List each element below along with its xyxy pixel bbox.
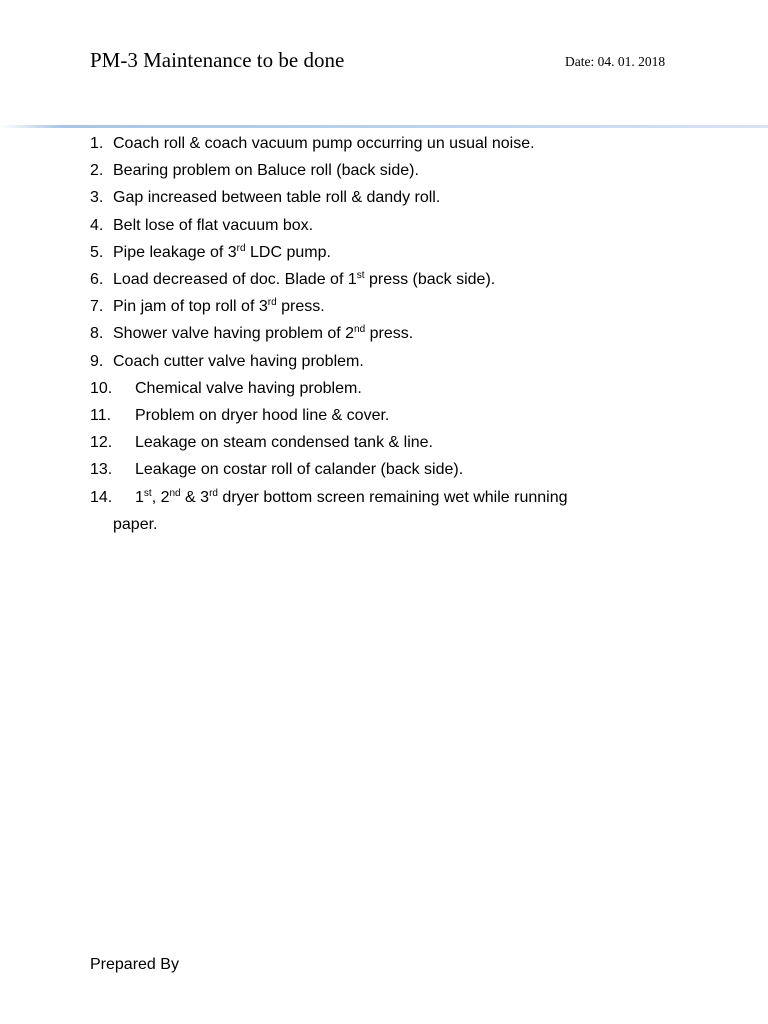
ordinal-suffix: rd	[236, 242, 246, 254]
task-text-part: Leakage on costar roll of calander (back side).	[135, 461, 464, 479]
task-text	[113, 135, 535, 152]
ordinal-suffix: st	[356, 270, 365, 282]
document-date: Date: 04. 01. 2018	[565, 54, 666, 69]
task-text-part: Coach cutter valve having problem.	[113, 352, 364, 370]
task-number: 10.	[90, 379, 113, 397]
task-text	[113, 217, 313, 234]
ordinal-suffix: nd	[169, 487, 181, 499]
task-item	[0, 266, 673, 293]
task-text-part: Leakage on steam condensed tank & line.	[135, 434, 433, 452]
task-number: 9.	[90, 352, 104, 370]
ordinal-suffix: st	[143, 487, 152, 499]
task-text	[113, 162, 419, 179]
task-item	[0, 456, 695, 483]
task-number: 1.	[90, 135, 104, 152]
task-text-part: LDC pump.	[245, 243, 331, 261]
maintenance-task-list	[0, 130, 768, 538]
task-item	[0, 484, 695, 511]
task-number: 3.	[90, 189, 104, 207]
task-item	[0, 184, 673, 211]
task-text	[113, 353, 364, 370]
task-number: 5.	[90, 243, 104, 261]
task-item	[0, 429, 695, 456]
task-item	[0, 130, 673, 157]
task-number: 2.	[90, 162, 104, 180]
task-text-part: press.	[276, 298, 325, 316]
task-text-part: Shower valve having problem of 2	[113, 325, 355, 343]
document-title: PM-3 Maintenance to be done	[90, 48, 345, 72]
task-number: 4.	[90, 216, 104, 234]
task-number: 7.	[90, 298, 104, 316]
task-item	[0, 239, 673, 266]
task-number: 12.	[90, 434, 113, 452]
task-item	[0, 402, 695, 429]
task-text	[135, 380, 362, 397]
task-text-part: dryer bottom screen remaining wet while running	[217, 488, 568, 506]
task-text	[135, 407, 389, 424]
ordinal-suffix: rd	[267, 297, 277, 309]
task-item	[0, 348, 673, 375]
task-number: 6.	[90, 271, 104, 289]
task-text	[113, 325, 413, 342]
task-continuation: paper.	[113, 515, 158, 533]
task-item	[0, 212, 673, 239]
task-text	[113, 298, 325, 315]
task-item	[0, 320, 673, 347]
task-item	[0, 375, 695, 402]
task-text-part: Bearing problem on Baluce roll (back side).	[113, 162, 419, 180]
task-text-part: press (back side).	[364, 271, 496, 289]
task-text-part: & 3	[180, 488, 210, 506]
ordinal-suffix: nd	[354, 324, 366, 336]
task-text-part: Problem on dryer hood line & cover.	[135, 407, 390, 425]
task-text	[135, 461, 463, 478]
task-text-part: Belt lose of flat vacuum box.	[113, 216, 314, 234]
task-text-part: Pin jam of top roll of 3	[113, 298, 268, 316]
task-text-part: Gap increased between table roll & dandy roll.	[113, 189, 441, 207]
task-text-part: , 2	[151, 488, 170, 506]
ordinal-suffix: rd	[209, 487, 218, 499]
task-text	[113, 189, 440, 206]
task-text	[113, 244, 331, 261]
task-text-part: Load decreased of doc. Blade of 1	[113, 271, 357, 289]
header-divider	[0, 125, 768, 128]
task-text-part: 1	[135, 488, 144, 506]
task-text	[135, 434, 433, 451]
prepared-by-label: Prepared By	[90, 956, 179, 973]
task-text	[135, 489, 567, 506]
task-text-part: press.	[365, 325, 414, 343]
task-text	[113, 271, 495, 288]
task-item	[0, 293, 673, 320]
task-number: 14.	[90, 488, 113, 506]
task-text-part: Pipe leakage of 3	[113, 243, 237, 261]
task-item	[0, 157, 673, 184]
task-text-part: Coach roll & coach vacuum pump occurring un usual noise.	[113, 135, 535, 152]
task-text-part: Chemical valve having problem.	[135, 379, 362, 397]
task-number: 11.	[90, 407, 112, 425]
task-number: 8.	[90, 325, 104, 343]
task-number: 13.	[90, 461, 113, 479]
